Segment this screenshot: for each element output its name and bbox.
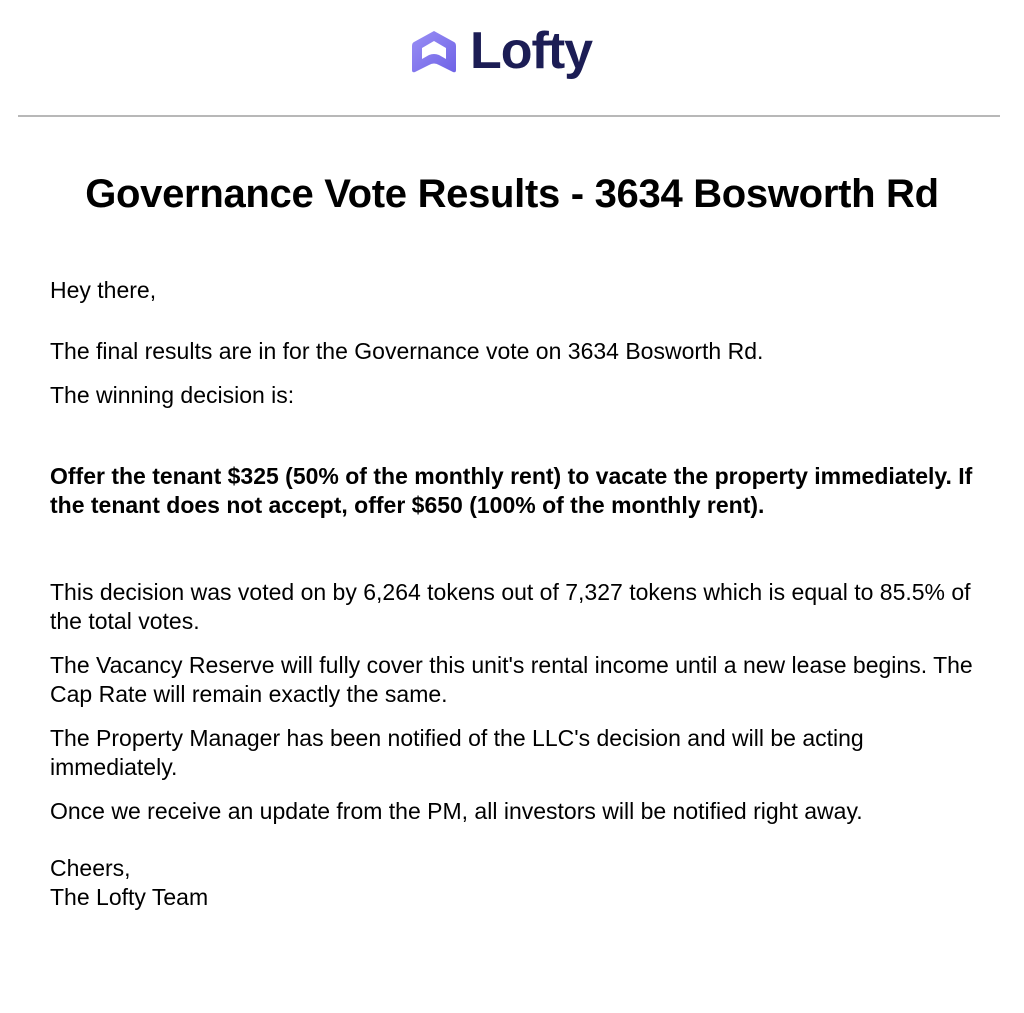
email-body: [50, 276, 980, 912]
lofty-logo[interactable]: [410, 22, 592, 80]
pm-note: The Property Manager has been notified of the LLC's decision and will be acting immediately.: [50, 725, 864, 780]
greeting: Hey there,: [50, 277, 157, 303]
intro-text: The final results are in for the Governance vote on 3634 Bosworth Rd.: [50, 338, 764, 364]
vacancy-note: The Vacancy Reserve will fully cover this unit's rental income until a new lease begins. The Cap Rate will remain exactly the same.: [50, 652, 973, 707]
email-header: [0, 0, 1024, 116]
house-roof-icon: [410, 28, 458, 74]
header-divider: [18, 115, 1000, 117]
signature: The Lofty Team: [50, 884, 209, 910]
vote-summary: This decision was voted on by 6,264 tokens out of 7,327 tokens which is equal to 85.5% of the total votes.: [50, 579, 971, 634]
decision-intro: The winning decision is:: [50, 382, 295, 408]
email-title: Governance Vote Results - 3634 Bosworth Rd: [85, 172, 939, 216]
brand-name: Lofty: [470, 22, 593, 80]
signoff: Cheers,: [50, 855, 131, 881]
update-note: Once we receive an update from the PM, all investors will be notified right away.: [50, 798, 863, 824]
winning-decision: Offer the tenant $325 (50% of the monthly rent) to vacate the property immediately. If the tenant does not accept, offer $650 (100% of the monthly rent).: [50, 463, 973, 518]
